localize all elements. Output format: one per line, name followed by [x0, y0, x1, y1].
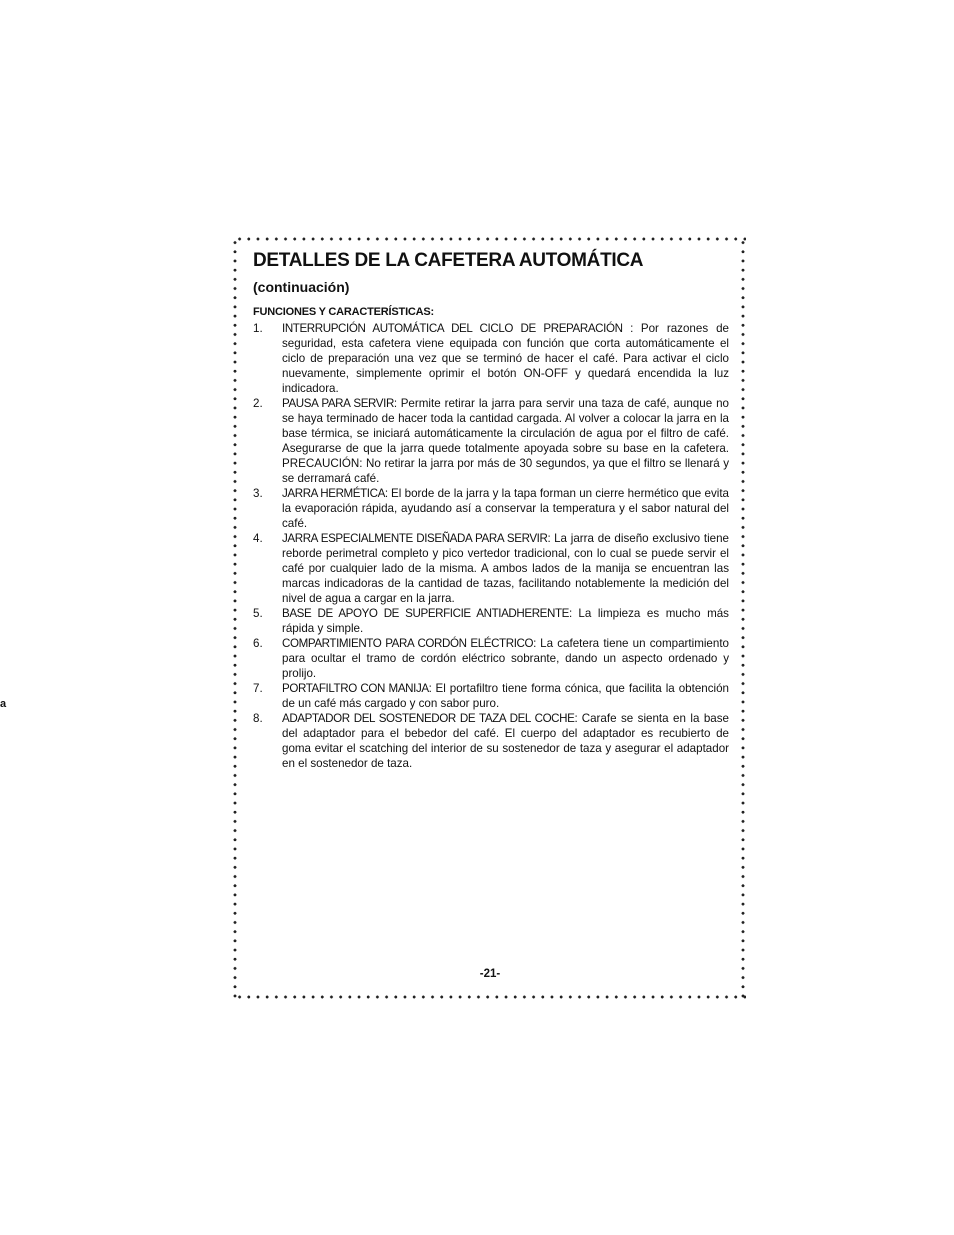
feature-description: La cafetera tiene un compartimiento para ocultar el tramo de cordón eléctrico sobrante, dando un aspecto ordenado y prolijo.	[282, 637, 729, 680]
feature-number: 8.	[253, 712, 263, 725]
feature-item-8	[253, 711, 729, 771]
feature-title: PAUSA PARA SERVIR:	[282, 397, 397, 410]
feature-item-3	[253, 486, 729, 531]
dotted-border-right	[741, 238, 745, 1000]
feature-title: INTERRUPCIÓN AUTOMÁTICA DEL CICLO DE PREPARACIÓN :	[282, 322, 633, 335]
page-number: -21-	[479, 968, 501, 980]
section-heading: FUNCIONES Y CARACTERÍSTICAS:	[253, 306, 435, 318]
feature-number: 2.	[253, 397, 263, 410]
feature-text	[282, 711, 729, 771]
dotted-border-bottom	[235, 995, 746, 999]
feature-title: BASE DE APOYO DE SUPERFICIE ANTIADHERENTE:	[282, 607, 572, 620]
feature-title: JARRA HERMÉTICA:	[282, 487, 388, 500]
page-title: DETALLES DE LA CAFETERA AUTOMÁTICA	[253, 250, 644, 271]
feature-description: La limpieza es mucho más rápida y simple.	[282, 607, 729, 635]
feature-number: 7.	[253, 682, 263, 695]
feature-title: COMPARTIMIENTO PARA CORDÓN ELÉCTRICO:	[282, 637, 536, 650]
dotted-border-left	[233, 238, 237, 1000]
feature-description: Permite retirar la jarra para servir una taza de café, aunque no se haya terminado de hacer toda la cantidad cargada. Al volver a colocar la jarra en la base térmica, se iniciará automáticamente la circulación de agua por el filtro de café. Asegurarse de que la jarra quede totalmente apoyada sobre su base en la cafetera. PRECAUCIÓN: No retirar la jarra por más de 30 segundos, ya que el filtro se llenará y se derramará café.	[282, 397, 729, 485]
feature-item-2	[253, 396, 729, 486]
feature-item-7	[253, 681, 729, 711]
feature-description: Por razones de seguridad, esta cafetera viene equipada con función que corta automáticamente el ciclo de preparación una vez que se terminó de hacer el café. Para activar el ciclo nuevamente, simplemente oprimir el botón ON-OFF y quedará encendida la luz indicadora.	[282, 322, 729, 395]
feature-number: 1.	[253, 322, 263, 335]
feature-description: La jarra de diseño exclusivo tiene reborde perimetral completo y pico vertedor tradicional, con lo cual se puede servir el café por cualquier lado de la misma. A ambos lados de la manija se encuentran las marcas indicadoras de la cantidad de tazas, facilitando notablemente la medición del nivel de agua a cargar en la jarra.	[282, 532, 729, 605]
feature-item-5	[253, 606, 729, 636]
feature-title: ADAPTADOR DEL SOSTENEDOR DE TAZA DEL COCHE:	[282, 712, 578, 725]
feature-title: JARRA ESPECIALMENTE DISEÑADA PARA SERVIR:	[282, 532, 551, 545]
feature-text	[282, 531, 729, 606]
feature-description: El borde de la jarra y la tapa forman un cierre hermético que evita la evaporación rápida, ayudando así a conservar la temperatura y el sabor natural del café.	[282, 487, 729, 530]
feature-number: 6.	[253, 637, 263, 650]
feature-text	[282, 486, 729, 531]
feature-text	[282, 396, 729, 486]
feature-item-1	[253, 321, 729, 396]
feature-description: Carafe se sienta en la base del adaptador para el bebedor del café. El cuerpo del adaptador es recubierto de goma evitar el scatching del interior de su sostenedor de taza y asegurar el adaptador en el sostenedor de taza.	[282, 712, 729, 770]
dotted-border-top	[235, 237, 746, 241]
features-list	[253, 321, 729, 771]
feature-text	[282, 321, 729, 396]
feature-text	[282, 681, 729, 711]
feature-item-4	[253, 531, 729, 606]
feature-description: El portafiltro tiene forma cónica, que facilita la obtención de un café más cargado y con sabor puro.	[282, 682, 729, 710]
feature-text	[282, 606, 729, 636]
feature-number: 3.	[253, 487, 263, 500]
feature-number: 5.	[253, 607, 263, 620]
feature-text	[282, 636, 729, 681]
page-subtitle: (continuación)	[253, 279, 350, 295]
feature-item-6	[253, 636, 729, 681]
margin-mark: a	[0, 698, 7, 710]
feature-title: PORTAFILTRO CON MANIJA:	[282, 682, 432, 695]
feature-number: 4.	[253, 532, 263, 545]
